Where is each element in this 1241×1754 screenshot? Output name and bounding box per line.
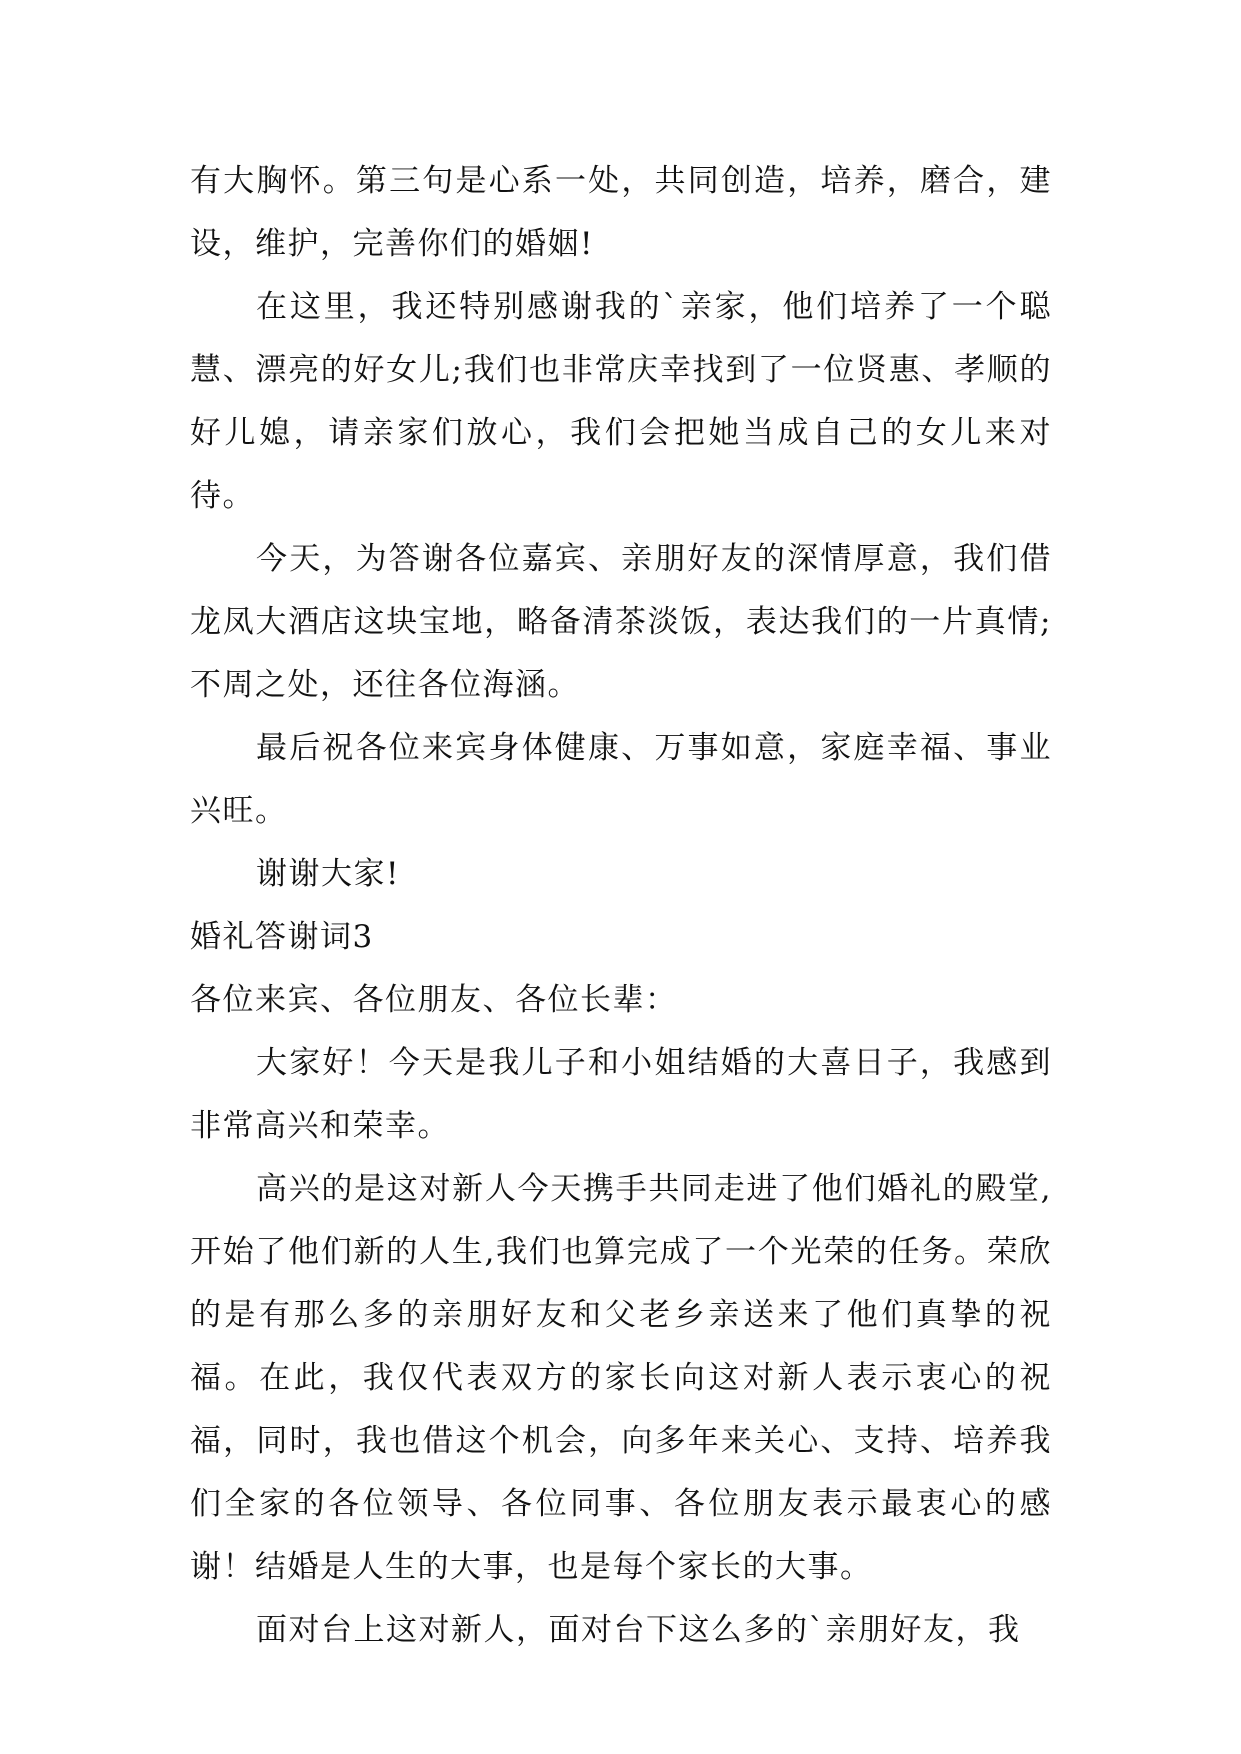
salutation: 各位来宾、各位朋友、各位长辈： bbox=[190, 982, 678, 1018]
paragraph-continuation: 有大胸怀。第三句是心系一处，共同创造，培养，磨合，建设，维护，完善你们的婚姻! bbox=[190, 163, 1052, 262]
paragraph-greeting: 大家好！今天是我儿子和小姐结婚的大喜日子，我感到非常高兴和荣幸。 bbox=[190, 1045, 1052, 1144]
paragraph-joy: 高兴的是这对新人今天携手共同走进了他们婚礼的殿堂,开始了他们新的人生,我们也算完成了一个光荣的任务。荣欣的是有那么多的亲朋好友和父老乡亲送来了他们真挚的祝福。在此，我仅代表双方的家长向这对新人表示衷心的祝福，同时，我也借这个机会，向多年来关心、支持、培养我们全家的各位领导、各位同事、各位朋友表示最衷心的感谢！结婚是人生的大事，也是每个家长的大事。 bbox=[190, 1171, 1052, 1585]
section-title: 婚礼答谢词3 bbox=[190, 919, 374, 955]
paragraph-thank-you: 谢谢大家! bbox=[256, 856, 400, 892]
paragraph-thanks-in-laws: 在这里，我还特别感谢我的`亲家，他们培养了一个聪慧、漂亮的好女儿;我们也非常庆幸找到了一位贤惠、孝顺的好儿媳，请亲家们放心，我们会把她当成自己的女儿来对待。 bbox=[190, 289, 1052, 514]
paragraph-thanks-guests: 今天，为答谢各位嘉宾、亲朋好友的深情厚意，我们借龙凤大酒店这块宝地，略备清茶淡饭，表达我们的一片真情;不周之处，还往各位海涵。 bbox=[190, 541, 1052, 703]
paragraph-facing-couple: 面对台上这对新人，面对台下这么多的`亲朋好友，我 bbox=[256, 1612, 1021, 1648]
paragraph-blessing: 最后祝各位来宾身体健康、万事如意，家庭幸福、事业兴旺。 bbox=[190, 730, 1052, 829]
document-body bbox=[190, 150, 1052, 1662]
